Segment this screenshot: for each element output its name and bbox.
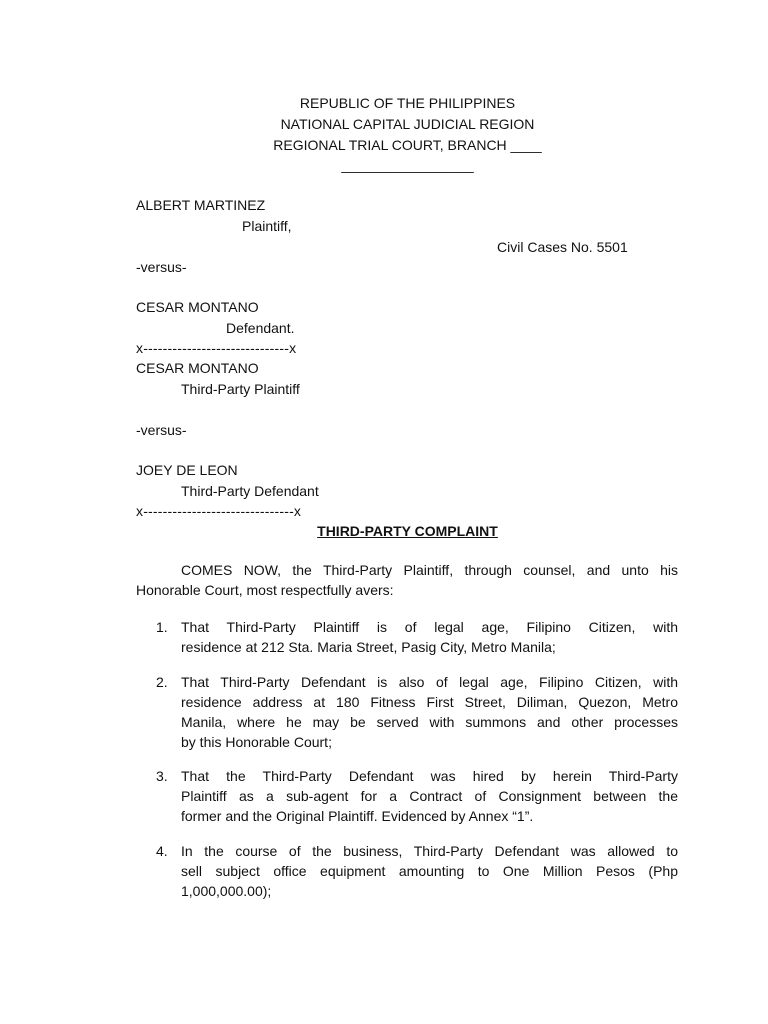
versus-1: -versus-: [136, 259, 187, 275]
plaintiff-name: ALBERT MARTINEZ: [136, 197, 266, 213]
item-1-line-1: That Third-Party Plaintiff is of legal age, Filipino Citizen, with: [181, 619, 678, 635]
third-party-defendant-name: JOEY DE LEON: [136, 462, 238, 478]
item-3-line-2: Plaintiff as a sub-agent for a Contract of Consignment between the: [181, 788, 678, 804]
defendant-name: CESAR MONTANO: [136, 299, 259, 315]
third-party-plaintiff-role: Third-Party Plaintiff: [181, 381, 300, 397]
item-2-line-3: Manila, where he may be served with summons and other processes: [181, 714, 678, 730]
caption-separator-1: x------------------------------x: [136, 340, 297, 356]
header-region: NATIONAL CAPITAL JUDICIAL REGION: [280, 116, 535, 132]
header-republic: REPUBLIC OF THE PHILIPPINES: [299, 95, 516, 111]
caption-separator-2: x-------------------------------x: [136, 503, 302, 519]
item-2-line-1: That Third-Party Defendant is also of legal age, Filipino Citizen, with: [181, 674, 678, 690]
item-1-line-2: residence at 212 Sta. Maria Street, Pasig City, Metro Manila;: [181, 639, 556, 655]
item-2-line-2: residence address at 180 Fitness First Street, Diliman, Quezon, Metro: [181, 694, 678, 710]
item-2-line-4: by this Honorable Court;: [181, 734, 332, 750]
item-4-line-1: In the course of the business, Third-Party Defendant was allowed to: [181, 843, 678, 859]
defendant-role: Defendant.: [226, 320, 295, 336]
item-3-line-1: That the Third-Party Defendant was hired by herein Third-Party: [181, 768, 678, 784]
item-4-line-3: 1,000,000.00);: [181, 883, 272, 899]
header-underline: _________________: [341, 157, 474, 173]
intro-line-2: Honorable Court, most respectfully avers:: [136, 582, 394, 598]
item-3-line-3: former and the Original Plaintiff. Evidenced by Annex “1”.: [181, 808, 534, 824]
plaintiff-role: Plaintiff,: [242, 218, 292, 234]
third-party-plaintiff-name: CESAR MONTANO: [136, 360, 259, 376]
versus-2: -versus-: [136, 422, 187, 438]
third-party-defendant-role: Third-Party Defendant: [181, 483, 319, 499]
case-number: Civil Cases No. 5501: [497, 239, 628, 255]
intro-line-1: COMES NOW, the Third-Party Plaintiff, through counsel, and unto his: [181, 562, 678, 578]
document-title: THIRD-PARTY COMPLAINT: [317, 523, 498, 539]
item-4-number: 4.: [156, 843, 168, 859]
item-1-number: 1.: [156, 619, 168, 635]
item-2-number: 2.: [156, 674, 168, 690]
header-court: REGIONAL TRIAL COURT, BRANCH ____: [273, 137, 542, 153]
item-3-number: 3.: [156, 768, 168, 784]
item-4-line-2: sell subject office equipment amounting to One Million Pesos (Php: [181, 863, 678, 879]
